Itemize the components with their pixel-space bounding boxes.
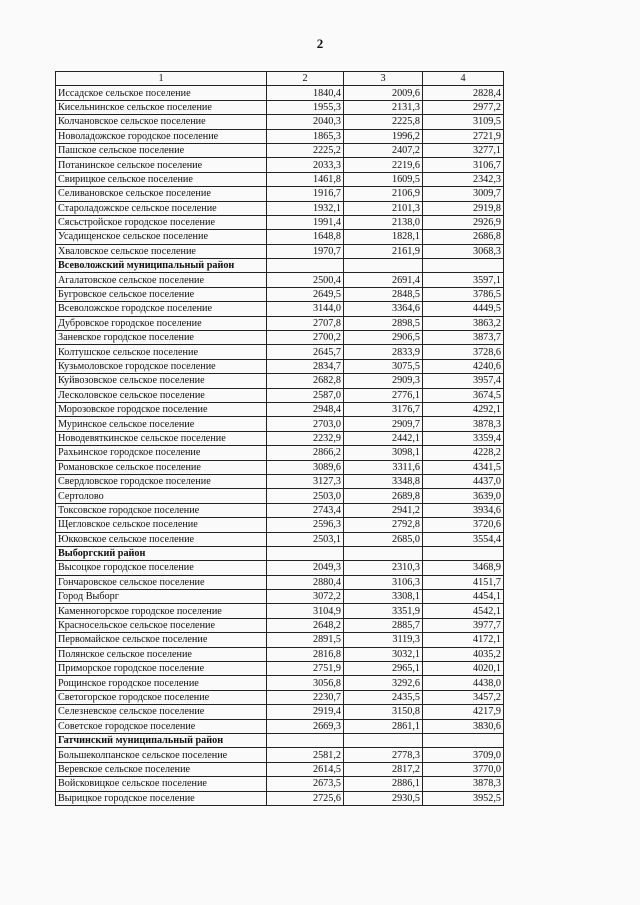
settlement-name-cell: Гатчинский муниципальный район bbox=[56, 733, 267, 747]
value-cell-c4: 3786,5 bbox=[423, 287, 504, 301]
value-cell-c3: 2941,2 bbox=[344, 503, 423, 517]
page-number: 2 bbox=[316, 36, 324, 51]
value-cell-c4: 4438,0 bbox=[423, 676, 504, 690]
value-cell-c4: 2919,8 bbox=[423, 201, 504, 215]
value-cell-c3 bbox=[344, 546, 423, 560]
table-row bbox=[56, 518, 504, 532]
value-cell-c2: 2587,0 bbox=[267, 388, 344, 402]
value-cell-c3: 2792,8 bbox=[344, 518, 423, 532]
value-cell-c3: 3308,1 bbox=[344, 590, 423, 604]
table-row bbox=[56, 359, 504, 373]
value-cell-c4: 4217,9 bbox=[423, 705, 504, 719]
value-cell-c4: 2926,9 bbox=[423, 215, 504, 229]
value-cell-c4: 2828,4 bbox=[423, 86, 504, 100]
settlement-name-cell: Свердловское городское поселение bbox=[56, 474, 267, 488]
value-cell-c4: 4292,1 bbox=[423, 402, 504, 416]
value-cell-c3: 3351,9 bbox=[344, 604, 423, 618]
settlement-name-cell: Пашское сельское поселение bbox=[56, 143, 267, 157]
value-cell-c2 bbox=[267, 546, 344, 560]
value-cell-c4: 3830,6 bbox=[423, 719, 504, 733]
section-row bbox=[56, 546, 504, 560]
table-row bbox=[56, 143, 504, 157]
value-cell-c3: 3098,1 bbox=[344, 446, 423, 460]
table-row bbox=[56, 273, 504, 287]
value-cell-c4: 3468,9 bbox=[423, 561, 504, 575]
value-cell-c2 bbox=[267, 733, 344, 747]
value-cell-c3: 3119,3 bbox=[344, 633, 423, 647]
value-cell-c3: 2691,4 bbox=[344, 273, 423, 287]
value-cell-c3: 3106,3 bbox=[344, 575, 423, 589]
value-cell-c4: 3878,3 bbox=[423, 417, 504, 431]
table-row bbox=[56, 618, 504, 632]
settlement-name-cell: Советское городское поселение bbox=[56, 719, 267, 733]
settlement-name-cell: Бугровское сельское поселение bbox=[56, 287, 267, 301]
settlement-name-cell: Староладожское сельское поселение bbox=[56, 201, 267, 215]
settlement-name-cell: Щегловское сельское поселение bbox=[56, 518, 267, 532]
value-cell-c4: 4240,6 bbox=[423, 359, 504, 373]
value-cell-c2: 2503,0 bbox=[267, 489, 344, 503]
value-cell-c4: 2977,2 bbox=[423, 100, 504, 114]
value-cell-c4: 3957,4 bbox=[423, 374, 504, 388]
settlement-name-cell: Полянское сельское поселение bbox=[56, 647, 267, 661]
value-cell-c3: 3348,8 bbox=[344, 474, 423, 488]
value-cell-c2: 2703,0 bbox=[267, 417, 344, 431]
table-row bbox=[56, 388, 504, 402]
value-cell-c2: 1840,4 bbox=[267, 86, 344, 100]
value-cell-c4: 2686,8 bbox=[423, 230, 504, 244]
value-cell-c4: 3770,0 bbox=[423, 762, 504, 776]
value-cell-c4: 3952,5 bbox=[423, 791, 504, 805]
value-cell-c2: 2033,3 bbox=[267, 158, 344, 172]
value-cell-c3: 2106,9 bbox=[344, 187, 423, 201]
value-cell-c2: 2230,7 bbox=[267, 690, 344, 704]
value-cell-c3: 3075,5 bbox=[344, 359, 423, 373]
table-row bbox=[56, 676, 504, 690]
value-cell-c4: 4437,0 bbox=[423, 474, 504, 488]
value-cell-c3: 2833,9 bbox=[344, 345, 423, 359]
value-cell-c4: 3106,7 bbox=[423, 158, 504, 172]
value-cell-c2: 2891,5 bbox=[267, 633, 344, 647]
value-cell-c2: 2232,9 bbox=[267, 431, 344, 445]
table-row bbox=[56, 590, 504, 604]
value-cell-c4: 3554,4 bbox=[423, 532, 504, 546]
settlement-name-cell: Первомайское сельское поселение bbox=[56, 633, 267, 647]
value-cell-c2: 3056,8 bbox=[267, 676, 344, 690]
value-cell-c3: 3364,6 bbox=[344, 302, 423, 316]
value-cell-c4: 3873,7 bbox=[423, 331, 504, 345]
value-cell-c3: 2131,3 bbox=[344, 100, 423, 114]
table-row bbox=[56, 561, 504, 575]
settlement-name-cell: Хваловское сельское поселение bbox=[56, 244, 267, 258]
table-row bbox=[56, 532, 504, 546]
value-cell-c3: 2161,9 bbox=[344, 244, 423, 258]
table-row bbox=[56, 791, 504, 805]
value-cell-c3: 2848,5 bbox=[344, 287, 423, 301]
table-body bbox=[56, 86, 504, 806]
table-row bbox=[56, 489, 504, 503]
settlement-name-cell: Кузьмоловское городское поселение bbox=[56, 359, 267, 373]
settlement-name-cell: Селивановское сельское поселение bbox=[56, 187, 267, 201]
settlement-name-cell: Агалатовское сельское поселение bbox=[56, 273, 267, 287]
settlement-name-cell: Колтушское сельское поселение bbox=[56, 345, 267, 359]
column-header: 4 bbox=[423, 72, 504, 86]
value-cell-c4: 3934,6 bbox=[423, 503, 504, 517]
settlement-name-cell: Кисельнинское сельское поселение bbox=[56, 100, 267, 114]
table-row bbox=[56, 474, 504, 488]
settlement-name-cell: Красносельское сельское поселение bbox=[56, 618, 267, 632]
value-cell-c3: 2685,0 bbox=[344, 532, 423, 546]
table-row bbox=[56, 230, 504, 244]
settlement-name-cell: Заневское городское поселение bbox=[56, 331, 267, 345]
value-cell-c4: 4020,1 bbox=[423, 662, 504, 676]
value-cell-c3: 2442,1 bbox=[344, 431, 423, 445]
value-cell-c3: 2310,3 bbox=[344, 561, 423, 575]
value-cell-c2: 1991,4 bbox=[267, 215, 344, 229]
settlement-name-cell: Высоцкое городское поселение bbox=[56, 561, 267, 575]
value-cell-c3: 2909,7 bbox=[344, 417, 423, 431]
value-cell-c3: 2407,2 bbox=[344, 143, 423, 157]
settlement-name-cell: Лесколовское сельское поселение bbox=[56, 388, 267, 402]
value-cell-c3: 2219,6 bbox=[344, 158, 423, 172]
column-header: 2 bbox=[267, 72, 344, 86]
value-cell-c2: 2880,4 bbox=[267, 575, 344, 589]
value-cell-c2: 2049,3 bbox=[267, 561, 344, 575]
value-cell-c2: 2225,2 bbox=[267, 143, 344, 157]
settlement-name-cell: Новодевяткинское сельское поселение bbox=[56, 431, 267, 445]
table-row bbox=[56, 748, 504, 762]
settlement-name-cell: Морозовское городское поселение bbox=[56, 402, 267, 416]
value-cell-c3: 2817,2 bbox=[344, 762, 423, 776]
value-cell-c3: 3311,6 bbox=[344, 460, 423, 474]
settlement-name-cell: Веревское сельское поселение bbox=[56, 762, 267, 776]
value-cell-c2: 2040,3 bbox=[267, 115, 344, 129]
settlement-name-cell: Войсковицкое сельское поселение bbox=[56, 777, 267, 791]
settlement-name-cell: Дубровское городское поселение bbox=[56, 316, 267, 330]
value-cell-c2: 1865,3 bbox=[267, 129, 344, 143]
settlement-name-cell: Юкковское сельское поселение bbox=[56, 532, 267, 546]
settlement-name-cell: Вырицкое городское поселение bbox=[56, 791, 267, 805]
value-cell-c2: 2503,1 bbox=[267, 532, 344, 546]
value-cell-c2: 2648,2 bbox=[267, 618, 344, 632]
table-row bbox=[56, 86, 504, 100]
value-cell-c4: 4228,2 bbox=[423, 446, 504, 460]
table-row bbox=[56, 460, 504, 474]
settlement-name-cell: Приморское городское поселение bbox=[56, 662, 267, 676]
table-row bbox=[56, 115, 504, 129]
value-cell-c2: 2866,2 bbox=[267, 446, 344, 460]
value-cell-c3 bbox=[344, 733, 423, 747]
value-cell-c3: 3176,7 bbox=[344, 402, 423, 416]
value-cell-c3: 3150,8 bbox=[344, 705, 423, 719]
value-cell-c2: 3144,0 bbox=[267, 302, 344, 316]
value-cell-c3: 2885,7 bbox=[344, 618, 423, 632]
table-row bbox=[56, 417, 504, 431]
table-row bbox=[56, 100, 504, 114]
value-cell-c4: 3863,2 bbox=[423, 316, 504, 330]
value-cell-c2: 2649,5 bbox=[267, 287, 344, 301]
column-header: 1 bbox=[56, 72, 267, 86]
value-cell-c4: 3977,7 bbox=[423, 618, 504, 632]
value-cell-c2: 1932,1 bbox=[267, 201, 344, 215]
settlement-name-cell: Сертолово bbox=[56, 489, 267, 503]
value-cell-c2: 2581,2 bbox=[267, 748, 344, 762]
value-cell-c2: 1461,8 bbox=[267, 172, 344, 186]
table-row bbox=[56, 374, 504, 388]
value-cell-c3: 2009,6 bbox=[344, 86, 423, 100]
table-row bbox=[56, 633, 504, 647]
value-cell-c4: 3109,5 bbox=[423, 115, 504, 129]
settlement-name-cell: Светогорское городское поселение bbox=[56, 690, 267, 704]
value-cell-c4: 2342,3 bbox=[423, 172, 504, 186]
column-header: 3 bbox=[344, 72, 423, 86]
settlement-name-cell: Гончаровское сельское поселение bbox=[56, 575, 267, 589]
value-cell-c3: 2101,3 bbox=[344, 201, 423, 215]
data-table bbox=[55, 71, 504, 806]
settlement-name-cell: Свирицкое сельское поселение bbox=[56, 172, 267, 186]
settlement-name-cell: Потанинское сельское поселение bbox=[56, 158, 267, 172]
settlement-name-cell: Сясьстройское городское поселение bbox=[56, 215, 267, 229]
value-cell-c4: 3709,0 bbox=[423, 748, 504, 762]
settlement-name-cell: Селезневское сельское поселение bbox=[56, 705, 267, 719]
section-row bbox=[56, 259, 504, 273]
section-row bbox=[56, 733, 504, 747]
value-cell-c2: 2751,9 bbox=[267, 662, 344, 676]
value-cell-c3: 1609,5 bbox=[344, 172, 423, 186]
value-cell-c4: 3639,0 bbox=[423, 489, 504, 503]
value-cell-c3: 1828,1 bbox=[344, 230, 423, 244]
settlement-name-cell: Рахьинское городское поселение bbox=[56, 446, 267, 460]
value-cell-c3: 2909,3 bbox=[344, 374, 423, 388]
value-cell-c2: 2725,6 bbox=[267, 791, 344, 805]
value-cell-c2: 2669,3 bbox=[267, 719, 344, 733]
table-row bbox=[56, 331, 504, 345]
value-cell-c2: 2645,7 bbox=[267, 345, 344, 359]
table-row bbox=[56, 302, 504, 316]
settlement-name-cell: Муринское сельское поселение bbox=[56, 417, 267, 431]
value-cell-c3: 3292,6 bbox=[344, 676, 423, 690]
value-cell-c4: 3878,3 bbox=[423, 777, 504, 791]
settlement-name-cell: Всеволожский муниципальный район bbox=[56, 259, 267, 273]
value-cell-c2: 1916,7 bbox=[267, 187, 344, 201]
value-cell-c4: 4172,1 bbox=[423, 633, 504, 647]
table-row bbox=[56, 215, 504, 229]
value-cell-c4: 3728,6 bbox=[423, 345, 504, 359]
value-cell-c2: 2614,5 bbox=[267, 762, 344, 776]
value-cell-c2: 2743,4 bbox=[267, 503, 344, 517]
table-row bbox=[56, 647, 504, 661]
settlement-name-cell: Большеколпанское сельское поселение bbox=[56, 748, 267, 762]
value-cell-c2 bbox=[267, 259, 344, 273]
settlement-name-cell: Иссадское сельское поселение bbox=[56, 86, 267, 100]
table-row bbox=[56, 287, 504, 301]
value-cell-c2: 3104,9 bbox=[267, 604, 344, 618]
value-cell-c2: 2673,5 bbox=[267, 777, 344, 791]
settlement-name-cell: Романовское сельское поселение bbox=[56, 460, 267, 474]
table-row bbox=[56, 316, 504, 330]
settlement-name-cell: Новоладожское городское поселение bbox=[56, 129, 267, 143]
value-cell-c4: 4151,7 bbox=[423, 575, 504, 589]
value-cell-c4 bbox=[423, 546, 504, 560]
table-row bbox=[56, 431, 504, 445]
settlement-name-cell: Город Выборг bbox=[56, 590, 267, 604]
value-cell-c4: 4035,2 bbox=[423, 647, 504, 661]
value-cell-c4: 3359,4 bbox=[423, 431, 504, 445]
table-row bbox=[56, 345, 504, 359]
value-cell-c4: 3009,7 bbox=[423, 187, 504, 201]
table-row bbox=[56, 187, 504, 201]
table-row bbox=[56, 662, 504, 676]
value-cell-c2: 1648,8 bbox=[267, 230, 344, 244]
settlement-name-cell: Каменногорское городское поселение bbox=[56, 604, 267, 618]
value-cell-c3: 2906,5 bbox=[344, 331, 423, 345]
table-row bbox=[56, 719, 504, 733]
table-row bbox=[56, 172, 504, 186]
settlement-name-cell: Выборгский район bbox=[56, 546, 267, 560]
value-cell-c3: 2776,1 bbox=[344, 388, 423, 402]
value-cell-c4: 3068,3 bbox=[423, 244, 504, 258]
table-row bbox=[56, 129, 504, 143]
value-cell-c4: 2721,9 bbox=[423, 129, 504, 143]
settlement-name-cell: Токсовское городское поселение bbox=[56, 503, 267, 517]
value-cell-c4: 3277,1 bbox=[423, 143, 504, 157]
value-cell-c2: 2500,4 bbox=[267, 273, 344, 287]
header-row bbox=[56, 72, 504, 86]
value-cell-c2: 3072,2 bbox=[267, 590, 344, 604]
table-row bbox=[56, 201, 504, 215]
value-cell-c2: 2834,7 bbox=[267, 359, 344, 373]
table-row bbox=[56, 402, 504, 416]
table-row bbox=[56, 575, 504, 589]
value-cell-c4: 3457,2 bbox=[423, 690, 504, 704]
value-cell-c3 bbox=[344, 259, 423, 273]
value-cell-c4 bbox=[423, 733, 504, 747]
value-cell-c4: 4454,1 bbox=[423, 590, 504, 604]
value-cell-c2: 3127,3 bbox=[267, 474, 344, 488]
value-cell-c3: 2225,8 bbox=[344, 115, 423, 129]
settlement-name-cell: Рощинское городское поселение bbox=[56, 676, 267, 690]
table-row bbox=[56, 244, 504, 258]
table-row bbox=[56, 158, 504, 172]
value-cell-c4: 4449,5 bbox=[423, 302, 504, 316]
value-cell-c2: 2948,4 bbox=[267, 402, 344, 416]
settlement-name-cell: Куйвозовское сельское поселение bbox=[56, 374, 267, 388]
value-cell-c2: 2816,8 bbox=[267, 647, 344, 661]
value-cell-c3: 2930,5 bbox=[344, 791, 423, 805]
value-cell-c3: 2778,3 bbox=[344, 748, 423, 762]
value-cell-c4: 3674,5 bbox=[423, 388, 504, 402]
value-cell-c3: 2965,1 bbox=[344, 662, 423, 676]
table-row bbox=[56, 503, 504, 517]
value-cell-c2: 2707,8 bbox=[267, 316, 344, 330]
value-cell-c2: 2700,2 bbox=[267, 331, 344, 345]
table-row bbox=[56, 604, 504, 618]
value-cell-c4: 4341,5 bbox=[423, 460, 504, 474]
value-cell-c2: 3089,6 bbox=[267, 460, 344, 474]
settlement-name-cell: Всеволожское городское поселение bbox=[56, 302, 267, 316]
settlement-name-cell: Усадищенское сельское поселение bbox=[56, 230, 267, 244]
value-cell-c4: 3597,1 bbox=[423, 273, 504, 287]
table-row bbox=[56, 690, 504, 704]
table-row bbox=[56, 446, 504, 460]
value-cell-c4: 4542,1 bbox=[423, 604, 504, 618]
value-cell-c2: 2919,4 bbox=[267, 705, 344, 719]
value-cell-c3: 2138,0 bbox=[344, 215, 423, 229]
value-cell-c3: 2861,1 bbox=[344, 719, 423, 733]
settlement-name-cell: Колчановское сельское поселение bbox=[56, 115, 267, 129]
value-cell-c3: 2435,5 bbox=[344, 690, 423, 704]
value-cell-c2: 2682,8 bbox=[267, 374, 344, 388]
table-row bbox=[56, 705, 504, 719]
value-cell-c2: 1955,3 bbox=[267, 100, 344, 114]
value-cell-c3: 3032,1 bbox=[344, 647, 423, 661]
value-cell-c3: 2689,8 bbox=[344, 489, 423, 503]
value-cell-c3: 2886,1 bbox=[344, 777, 423, 791]
value-cell-c2: 1970,7 bbox=[267, 244, 344, 258]
value-cell-c4: 3720,6 bbox=[423, 518, 504, 532]
value-cell-c3: 2898,5 bbox=[344, 316, 423, 330]
table-row bbox=[56, 777, 504, 791]
value-cell-c3: 1996,2 bbox=[344, 129, 423, 143]
value-cell-c2: 2596,3 bbox=[267, 518, 344, 532]
value-cell-c4 bbox=[423, 259, 504, 273]
table-row bbox=[56, 762, 504, 776]
